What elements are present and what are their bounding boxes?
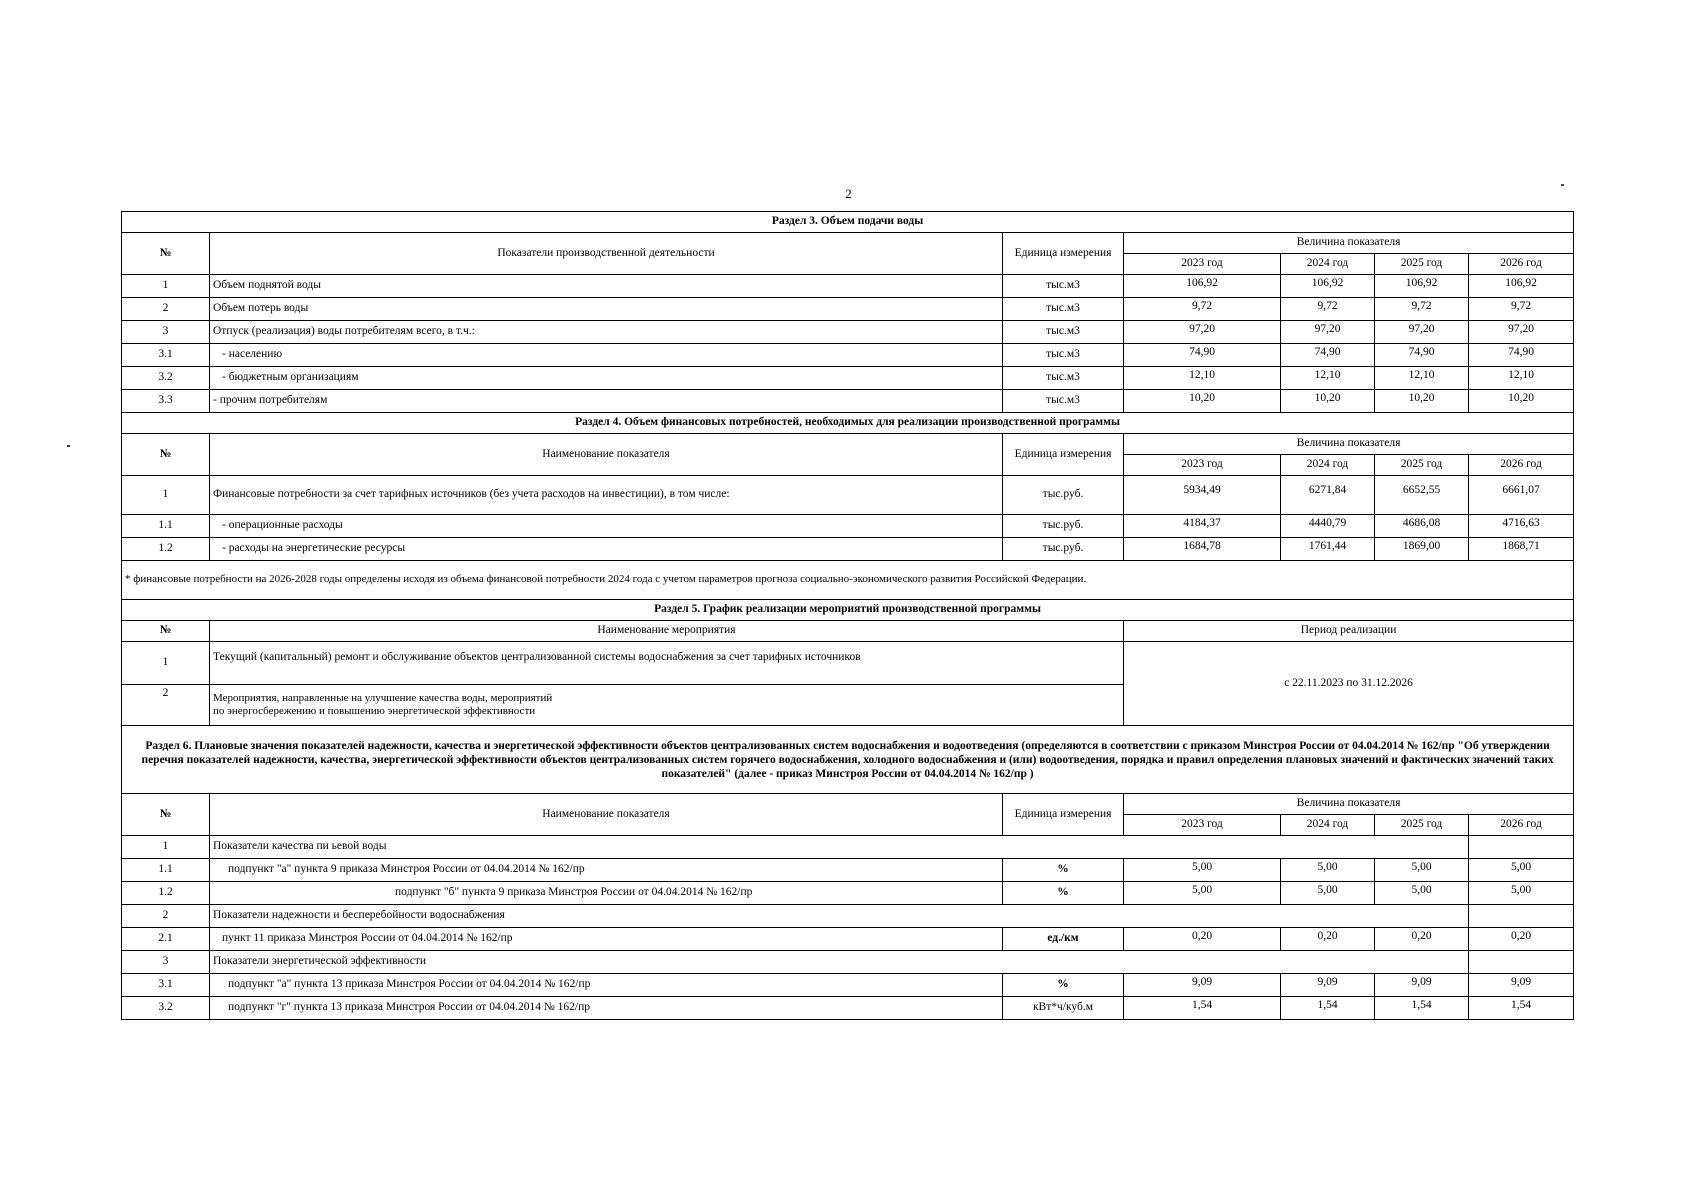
row-value: 9,09	[1124, 974, 1281, 997]
year-header: 2024 год	[1281, 815, 1375, 836]
table-row	[122, 928, 1574, 951]
row-num: 3.2	[122, 367, 210, 390]
row-unit: тыс.м3	[1003, 344, 1124, 367]
row-value: 4440,79	[1281, 515, 1375, 538]
period-value: с 22.11.2023 по 31.12.2026	[1124, 642, 1574, 726]
group-name: Показатели надежности и бесперебойности водоснабжения	[210, 905, 1469, 928]
row-num: 3.3	[122, 390, 210, 413]
row-value: 10,20	[1375, 390, 1469, 413]
year-header: 2024 год	[1281, 254, 1375, 275]
row-value: 5,00	[1281, 859, 1375, 882]
row-value: 9,72	[1375, 298, 1469, 321]
row-value: 106,92	[1375, 275, 1469, 298]
table-row	[122, 476, 1574, 515]
row-value: 5934,49	[1124, 476, 1281, 515]
year-header: 2026 год	[1469, 815, 1574, 836]
row-name: подпункт "б" пункта 9 приказа Минстроя России от 04.04.2014 № 162/пр	[210, 882, 1003, 905]
row-unit: тыс.руб.	[1003, 515, 1124, 538]
row-name-line2: по энергосбережению и повышению энергетической эффективности	[213, 705, 536, 717]
row-num: 3.2	[122, 997, 210, 1020]
row-value: 1869,00	[1375, 538, 1469, 561]
table-row	[122, 344, 1574, 367]
section6-title-row	[122, 726, 1574, 794]
section4-note: * финансовые потребности на 2026-2028 годы определены исходя из объема финансовой потребности 2024 года с учетом параметров прогноза социально-экономического развития Российской Федерации.	[122, 561, 1574, 600]
row-value: 9,09	[1469, 974, 1574, 997]
row-unit: тыс.руб.	[1003, 476, 1124, 515]
col-header-value: Величина показателя	[1124, 434, 1574, 455]
row-value: 10,20	[1124, 390, 1281, 413]
row-name: подпункт "а" пункта 9 приказа Минстроя России от 04.04.2014 № 162/пр	[210, 859, 1003, 882]
row-name: пункт 11 приказа Минстроя России от 04.04.2014 № 162/пр	[210, 928, 1003, 951]
row-value: 9,72	[1124, 298, 1281, 321]
row-value: 9,72	[1281, 298, 1375, 321]
row-num: 1.2	[122, 882, 210, 905]
section3-title: Раздел 3. Объем подачи воды	[122, 212, 1574, 233]
row-unit: %	[1003, 859, 1124, 882]
section3-title-row	[122, 212, 1574, 233]
row-value: 6652,55	[1375, 476, 1469, 515]
row-value: 106,92	[1281, 275, 1375, 298]
row-value: 97,20	[1281, 321, 1375, 344]
col-header-unit: Единица измерения	[1003, 794, 1124, 836]
row-name: - населению	[210, 344, 1003, 367]
row-unit: тыс.м3	[1003, 367, 1124, 390]
row-name-multiline	[210, 685, 1124, 726]
table-row	[122, 859, 1574, 882]
row-name: - прочим потребителям	[210, 390, 1003, 413]
row-value: 97,20	[1469, 321, 1574, 344]
row-value: 4686,08	[1375, 515, 1469, 538]
scan-speck	[67, 445, 70, 447]
table-row	[122, 275, 1574, 298]
row-value: 5,00	[1375, 859, 1469, 882]
year-header: 2025 год	[1375, 254, 1469, 275]
col-header-unit: Единица измерения	[1003, 233, 1124, 275]
row-num: 1.1	[122, 859, 210, 882]
row-value: 12,10	[1124, 367, 1281, 390]
group-row	[122, 905, 1574, 928]
row-value: 1,54	[1281, 997, 1375, 1020]
col-header-num: №	[122, 434, 210, 476]
row-value: 74,90	[1281, 344, 1375, 367]
row-value: 106,92	[1124, 275, 1281, 298]
table-row	[122, 390, 1574, 413]
table-row	[122, 538, 1574, 561]
col-header-period: Период реализации	[1124, 621, 1574, 642]
col-header-name: Наименование показателя	[210, 794, 1003, 836]
row-unit: тыс.м3	[1003, 321, 1124, 344]
empty-cell	[1469, 951, 1574, 974]
empty-cell	[1469, 836, 1574, 859]
row-value: 5,00	[1124, 859, 1281, 882]
row-name: подпункт "а" пункта 13 приказа Минстроя России от 04.04.2014 № 162/пр	[210, 974, 1003, 997]
row-value: 106,92	[1469, 275, 1574, 298]
row-value: 1868,71	[1469, 538, 1574, 561]
table-row	[122, 997, 1574, 1020]
row-num: 3.1	[122, 974, 210, 997]
section4-note-row	[122, 561, 1574, 600]
col-header-activity: Наименование мероприятия	[210, 621, 1124, 642]
year-header: 2026 год	[1469, 254, 1574, 275]
row-num: 3	[122, 321, 210, 344]
row-num: 1	[122, 642, 210, 685]
col-header-num: №	[122, 621, 210, 642]
section5-header-row	[122, 621, 1574, 642]
col-header-unit: Единица измерения	[1003, 434, 1124, 476]
row-name: Объем поднятой воды	[210, 275, 1003, 298]
group-name: Показатели энергетической эффективности	[210, 951, 1469, 974]
row-value: 9,09	[1375, 974, 1469, 997]
group-num: 3	[122, 951, 210, 974]
row-value: 5,00	[1124, 882, 1281, 905]
row-name: - операционные расходы	[210, 515, 1003, 538]
row-value: 4184,37	[1124, 515, 1281, 538]
row-value: 9,09	[1281, 974, 1375, 997]
section3-header-row	[122, 233, 1574, 254]
row-unit: тыс.м3	[1003, 390, 1124, 413]
row-name: - расходы на энергетические ресурсы	[210, 538, 1003, 561]
row-value: 5,00	[1375, 882, 1469, 905]
row-unit: тыс.м3	[1003, 298, 1124, 321]
table-row	[122, 974, 1574, 997]
table-row	[122, 367, 1574, 390]
section6-header-row	[122, 794, 1574, 815]
section5-title-row	[122, 600, 1574, 621]
row-value: 0,20	[1469, 928, 1574, 951]
section4-header-row	[122, 434, 1574, 455]
row-value: 6661,07	[1469, 476, 1574, 515]
row-value: 1684,78	[1124, 538, 1281, 561]
row-value: 6271,84	[1281, 476, 1375, 515]
row-num: 1	[122, 275, 210, 298]
section5-title: Раздел 5. График реализации мероприятий производственной программы	[122, 600, 1574, 621]
row-unit: ед./км	[1003, 928, 1124, 951]
row-value: 97,20	[1124, 321, 1281, 344]
col-header-value: Величина показателя	[1124, 233, 1574, 254]
table-row	[122, 515, 1574, 538]
col-header-num: №	[122, 794, 210, 836]
row-name: подпункт "г" пункта 13 приказа Минстроя России от 04.04.2014 № 162/пр	[210, 997, 1003, 1020]
row-value: 4716,63	[1469, 515, 1574, 538]
row-num: 2.1	[122, 928, 210, 951]
row-name: Текущий (капитальный) ремонт и обслуживание объектов централизованной системы водоснабжения за счет тарифных источников	[210, 642, 1124, 685]
table-row	[122, 642, 1574, 685]
row-name-line1: Мероприятия, направленные на улучшение качества воды, мероприятий	[213, 691, 553, 704]
table-row	[122, 321, 1574, 344]
row-value: 97,20	[1375, 321, 1469, 344]
row-value: 0,20	[1281, 928, 1375, 951]
row-unit: %	[1003, 974, 1124, 997]
row-unit: %	[1003, 882, 1124, 905]
row-value: 12,10	[1469, 367, 1574, 390]
row-value: 0,20	[1124, 928, 1281, 951]
year-header: 2025 год	[1375, 815, 1469, 836]
group-name: Показатели качества пи ьевой воды	[210, 836, 1469, 859]
row-value: 12,10	[1281, 367, 1375, 390]
year-header: 2023 год	[1124, 455, 1281, 476]
section6-title: Раздел 6. Плановые значения показателей надежности, качества и энергетической эффективности объектов централизованных систем водоснабжения и водоотведения (определяются в соответствии с приказом Минстроя России от 04.04.2014 № 162/пр "Об утверждении перечня показателей надежности, качества, энергетической эффективности объектов централизованных систем горячего водоснабжения, холодного водоснабжения и (или) водоотведения, порядка и правил определения плановых значений и фактических значений таких показателей" (далее - приказ Минстроя России от 04.04.2014 № 162/пр )	[122, 726, 1574, 794]
scan-speck	[1561, 184, 1564, 186]
row-num: 1.2	[122, 538, 210, 561]
row-value: 12,10	[1375, 367, 1469, 390]
page-number: 2	[845, 186, 852, 201]
col-header-num: №	[122, 233, 210, 275]
row-num: 2	[122, 298, 210, 321]
row-value: 74,90	[1469, 344, 1574, 367]
row-value: 9,72	[1469, 298, 1574, 321]
row-value: 1,54	[1375, 997, 1469, 1020]
row-unit: тыс.м3	[1003, 275, 1124, 298]
group-num: 1	[122, 836, 210, 859]
production-program-table	[121, 211, 1574, 1020]
section4-title: Раздел 4. Объем финансовых потребностей, необходимых для реализации производственной программы	[122, 413, 1574, 434]
row-value: 5,00	[1281, 882, 1375, 905]
year-header: 2023 год	[1124, 815, 1281, 836]
row-value: 0,20	[1375, 928, 1469, 951]
year-header: 2026 год	[1469, 455, 1574, 476]
row-name: - бюджетным организациям	[210, 367, 1003, 390]
section4-title-row	[122, 413, 1574, 434]
col-header-value: Величина показателя	[1124, 794, 1574, 815]
empty-cell	[1469, 905, 1574, 928]
group-row	[122, 836, 1574, 859]
group-row	[122, 951, 1574, 974]
row-name: Объем потерь воды	[210, 298, 1003, 321]
row-value: 5,00	[1469, 859, 1574, 882]
table-row	[122, 882, 1574, 905]
row-value: 1761,44	[1281, 538, 1375, 561]
year-header: 2025 год	[1375, 455, 1469, 476]
row-name: Отпуск (реализация) воды потребителям всего, в т.ч.:	[210, 321, 1003, 344]
row-value: 1,54	[1469, 997, 1574, 1020]
row-value: 10,20	[1281, 390, 1375, 413]
row-value: 74,90	[1375, 344, 1469, 367]
row-name: Финансовые потребности за счет тарифных источников (без учета расходов на инвестиции), в том числе:	[210, 476, 1003, 515]
col-header-name: Показатели производственной деятельности	[210, 233, 1003, 275]
row-value: 74,90	[1124, 344, 1281, 367]
group-num: 2	[122, 905, 210, 928]
row-value: 5,00	[1469, 882, 1574, 905]
row-num: 2	[122, 685, 210, 726]
row-num: 3.1	[122, 344, 210, 367]
year-header: 2024 год	[1281, 455, 1375, 476]
table-row	[122, 298, 1574, 321]
row-value: 1,54	[1124, 997, 1281, 1020]
row-value: 10,20	[1469, 390, 1574, 413]
year-header: 2023 год	[1124, 254, 1281, 275]
col-header-name: Наименование показателя	[210, 434, 1003, 476]
row-num: 1	[122, 476, 210, 515]
row-unit: тыс.руб.	[1003, 538, 1124, 561]
row-num: 1.1	[122, 515, 210, 538]
row-unit: кВт*ч/куб.м	[1003, 997, 1124, 1020]
